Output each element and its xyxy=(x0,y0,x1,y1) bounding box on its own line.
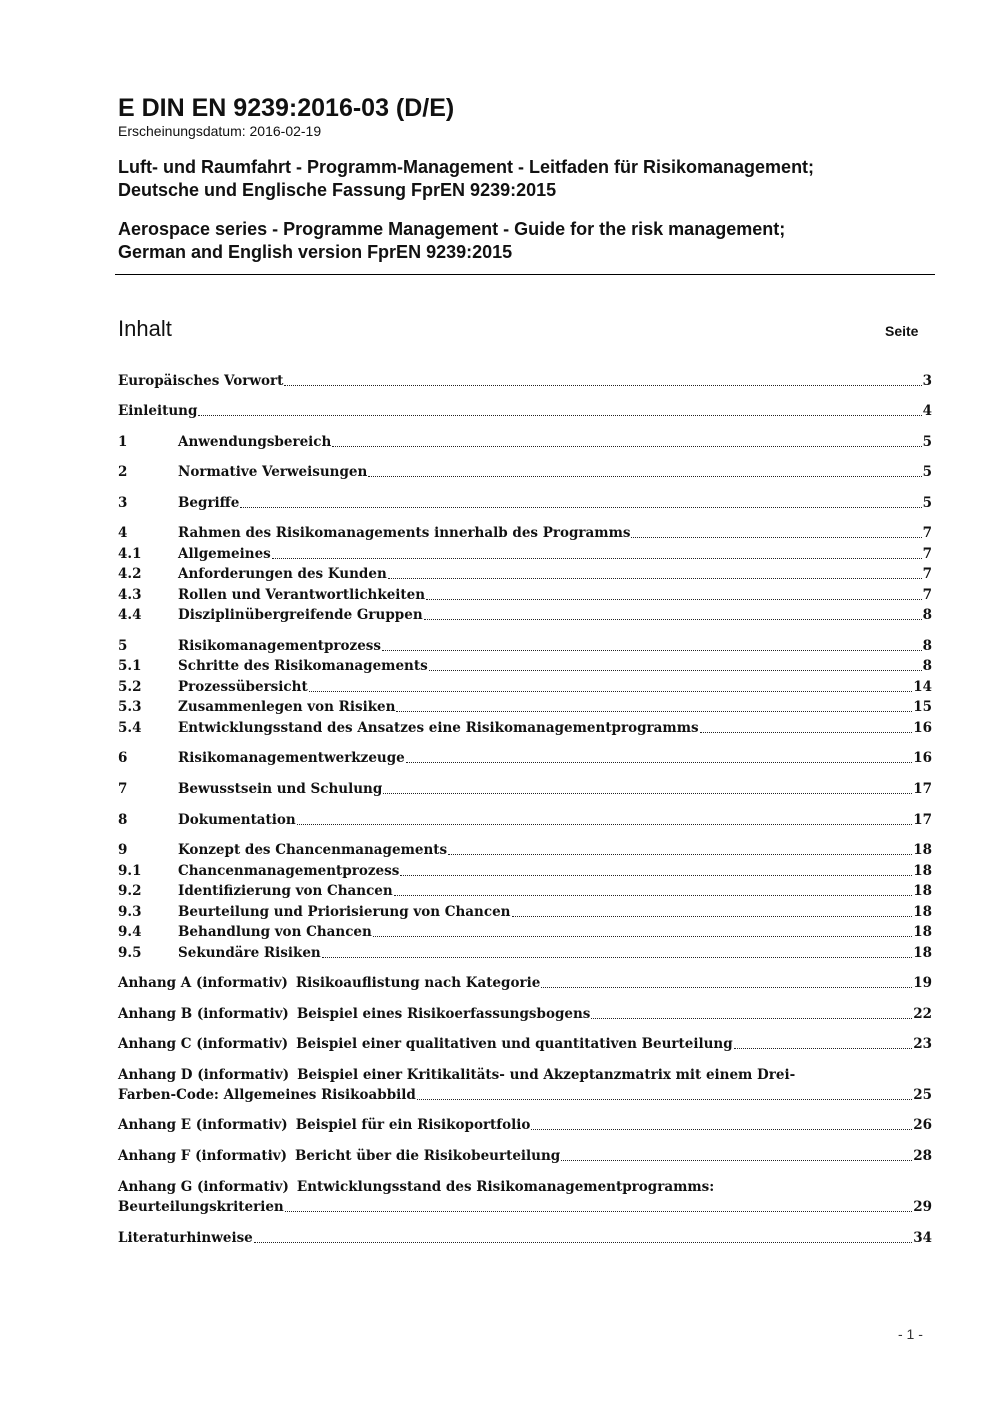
toc-entry-title: Behandlung von Chancen xyxy=(178,924,372,940)
toc-annex-page: 25 xyxy=(913,1087,932,1103)
toc-annex-label: Anhang C (informativ) xyxy=(118,1036,289,1052)
toc-entry-title: Literaturhinweise xyxy=(118,1230,253,1246)
toc-leader-dots xyxy=(309,691,913,692)
toc-entry-title: Rollen und Verantwortlichkeiten xyxy=(178,587,426,603)
toc-entry-page: 3 xyxy=(922,373,932,389)
toc-entry-title: Chancenmanagementprozess xyxy=(178,863,400,879)
toc-annex-entry[interactable] xyxy=(118,973,932,993)
toc-entry-number: 4 xyxy=(118,525,128,541)
toc-entry-title: Konzept des Chancenmanagements xyxy=(178,842,448,858)
toc-entry-page: 7 xyxy=(922,587,932,603)
toc-leader-dots xyxy=(284,385,921,386)
document-header xyxy=(118,94,934,264)
toc-annex-title-continued: Beurteilungskriterien xyxy=(118,1199,284,1215)
toc-entry-title: Dokumentation xyxy=(178,812,296,828)
toc-entry-title: Entwicklungsstand des Ansatzes eine Risikomanagementprogramms xyxy=(178,720,699,736)
toc-entry-title: Begriffe xyxy=(178,495,240,511)
toc-entry-number: 9 xyxy=(118,842,128,858)
toc-entry-number: 9.3 xyxy=(118,904,142,920)
toc-entry[interactable] xyxy=(118,432,932,452)
toc-entry-page: 7 xyxy=(922,525,932,541)
toc-entry-title: Europäisches Vorwort xyxy=(118,373,284,389)
toc-leader-dots xyxy=(396,711,912,712)
toc-annex-entry[interactable] xyxy=(118,1177,932,1217)
toc-leader-dots xyxy=(373,936,912,937)
toc-leader-dots xyxy=(400,875,912,876)
header-divider xyxy=(115,274,935,275)
toc-entry[interactable] xyxy=(118,840,932,860)
toc-entry[interactable] xyxy=(118,943,932,963)
toc-entry-page: 15 xyxy=(913,699,932,715)
english-title xyxy=(118,218,934,264)
toc-annex-page: 28 xyxy=(913,1148,932,1164)
toc-annex-label: Anhang B (informativ) xyxy=(118,1006,289,1022)
toc-entry-number: 9.2 xyxy=(118,883,142,899)
toc-entry-title: Anwendungsbereich xyxy=(178,434,332,450)
toc-entry-number: 4.3 xyxy=(118,587,142,603)
toc-annex-title: Beispiel für ein Risikoportfolio xyxy=(295,1117,531,1133)
toc-entry[interactable] xyxy=(118,718,932,738)
toc-entry-page: 17 xyxy=(913,781,932,797)
toc-entry[interactable] xyxy=(118,748,932,768)
toc-leader-dots xyxy=(531,1129,912,1130)
toc-entry[interactable] xyxy=(118,462,932,482)
toc-annex-page: 19 xyxy=(913,975,932,991)
document-title: E DIN EN 9239:2016-03 (D/E) xyxy=(118,94,455,122)
toc-entry-title: Identifizierung von Chancen xyxy=(178,883,393,899)
toc-leader-dots xyxy=(394,895,912,896)
toc-entry-title: Normative Verweisungen xyxy=(178,464,368,480)
toc-entry[interactable] xyxy=(118,810,932,830)
toc-entry-page: 7 xyxy=(922,566,932,582)
toc-leader-dots xyxy=(297,824,912,825)
english-title-line-1: Aerospace series - Programme Management - Guide for the risk management; xyxy=(118,219,786,239)
toc-annex-label: Anhang D (informativ) xyxy=(118,1067,290,1083)
toc-entry[interactable] xyxy=(118,656,932,676)
toc-annex-label: Anhang F (informativ) xyxy=(118,1148,287,1164)
toc-entry-number: 4.4 xyxy=(118,607,142,623)
publication-date: Erscheinungsdatum: 2016-02-19 xyxy=(118,123,322,139)
toc-entry-number: 9.5 xyxy=(118,945,142,961)
toc-entry-number: 2 xyxy=(118,464,128,480)
toc-annex-page: 29 xyxy=(913,1199,932,1215)
toc-entry-title: Risikomanagementwerkzeuge xyxy=(178,750,405,766)
toc-entry-number: 1 xyxy=(118,434,128,450)
toc-annex-title-continued: Farben-Code: Allgemeines Risikoabbild xyxy=(118,1087,416,1103)
toc-entry-title: Prozessübersicht xyxy=(178,679,308,695)
toc-leader-dots xyxy=(198,415,921,416)
toc-entry-number: 3 xyxy=(118,495,128,511)
english-title-line-2: German and English version FprEN 9239:2015 xyxy=(118,242,513,262)
toc-entry[interactable] xyxy=(118,881,932,901)
toc-entry[interactable] xyxy=(118,779,932,799)
toc-entry-number: 5.3 xyxy=(118,699,142,715)
toc-entry-page: 7 xyxy=(922,546,932,562)
toc-entry[interactable] xyxy=(118,861,932,881)
toc-annex-entry[interactable] xyxy=(118,1115,932,1135)
toc-entry-number: 4.2 xyxy=(118,566,142,582)
toc-entry-page: 18 xyxy=(913,904,932,920)
toc-entry-page: 18 xyxy=(913,945,932,961)
toc-entry-page: 16 xyxy=(913,720,932,736)
toc-leader-dots xyxy=(368,476,921,477)
toc-leader-dots xyxy=(322,957,912,958)
toc-leader-dots xyxy=(631,537,921,538)
toc-annex-title: Risikoauflistung nach Kategorie xyxy=(295,975,541,991)
toc-entry[interactable] xyxy=(118,677,932,697)
toc-leader-dots xyxy=(448,854,912,855)
toc-entry[interactable] xyxy=(118,922,932,942)
toc-annex-entry[interactable] xyxy=(118,1065,932,1105)
toc-entry-page: 14 xyxy=(913,679,932,695)
toc-annex-entry[interactable] xyxy=(118,1034,932,1054)
toc-annex-title: Beispiel einer Kritikalitäts- und Akzeptanzmatrix mit einem Drei- xyxy=(297,1067,796,1083)
toc-annex-line-2 xyxy=(118,1085,932,1105)
toc-leader-dots xyxy=(285,1211,912,1212)
toc-entry-number: 9.4 xyxy=(118,924,142,940)
german-title-line-1: Luft- und Raumfahrt - Programm-Management - Leitfaden für Risikomanagement; xyxy=(118,157,815,177)
toc-entry-title: Risikomanagementprozess xyxy=(178,638,381,654)
toc-entry[interactable] xyxy=(118,697,932,717)
toc-entry-title: Allgemeines xyxy=(178,546,271,562)
toc-entry-title: Sekundäre Risiken xyxy=(178,945,321,961)
toc-leader-dots xyxy=(426,599,922,600)
toc-annex-page: 26 xyxy=(913,1117,932,1133)
toc-entry-number: 5.4 xyxy=(118,720,142,736)
toc-entry-page: 18 xyxy=(913,842,932,858)
toc-entry[interactable] xyxy=(118,902,932,922)
toc-entry-page: 5 xyxy=(922,495,932,511)
toc-entry-page: 34 xyxy=(913,1230,932,1246)
toc-annex-title: Beispiel eines Risikoerfassungsbogens xyxy=(296,1006,591,1022)
toc-entry-title: Rahmen des Risikomanagements innerhalb des Programms xyxy=(178,525,631,541)
toc-leader-dots xyxy=(734,1048,913,1049)
toc-annex-title: Beispiel einer qualitativen und quantitativen Beurteilung xyxy=(296,1036,733,1052)
toc-leader-dots xyxy=(424,619,922,620)
toc-annex-label: Anhang G (informativ) xyxy=(118,1179,289,1195)
toc-entry-page: 5 xyxy=(922,464,932,480)
toc-entry-number: 9.1 xyxy=(118,863,142,879)
toc-entry[interactable] xyxy=(118,564,932,584)
toc-entry-page: 8 xyxy=(922,607,932,623)
toc-annex-label: Anhang E (informativ) xyxy=(118,1117,288,1133)
toc-annex-title: Bericht über die Risikobeurteilung xyxy=(294,1148,561,1164)
toc-entry-title: Zusammenlegen von Risiken xyxy=(178,699,396,715)
toc-leader-dots xyxy=(388,578,922,579)
toc-entry[interactable] xyxy=(118,636,932,656)
toc-leader-dots xyxy=(382,650,922,651)
page-number: - 1 - xyxy=(898,1326,923,1342)
toc-leader-dots xyxy=(383,793,912,794)
toc-annex-line-1 xyxy=(118,1065,932,1085)
toc-leader-dots xyxy=(417,1099,912,1100)
toc-leader-dots xyxy=(541,987,912,988)
toc-leader-dots xyxy=(700,732,913,733)
toc-annex-page: 23 xyxy=(913,1036,932,1052)
toc-entry-title: Anforderungen des Kunden xyxy=(178,566,387,582)
toc-leader-dots xyxy=(512,916,913,917)
toc-leader-dots xyxy=(591,1018,912,1019)
toc-entry-page: 18 xyxy=(913,863,932,879)
toc-entry-number: 5.2 xyxy=(118,679,142,695)
toc-leader-dots xyxy=(406,762,912,763)
german-title xyxy=(118,156,934,202)
toc-annex-page: 22 xyxy=(913,1006,932,1022)
toc-heading: Inhalt xyxy=(118,316,172,341)
toc-entry-number: 7 xyxy=(118,781,128,797)
toc-page-label: Seite xyxy=(885,323,919,339)
toc-entry[interactable] xyxy=(118,605,932,625)
toc-leader-dots xyxy=(561,1160,912,1161)
toc-entry[interactable] xyxy=(118,585,932,605)
toc-entry-literature[interactable] xyxy=(118,1228,932,1248)
toc-entry-title: Einleitung xyxy=(118,403,198,419)
toc-entry-page: 5 xyxy=(922,434,932,450)
toc-annex-entry[interactable] xyxy=(118,1004,932,1024)
toc-entry-page: 8 xyxy=(922,638,932,654)
toc-entry-title: Bewusstsein und Schulung xyxy=(178,781,383,797)
toc-entry-title: Schritte des Risikomanagements xyxy=(178,658,428,674)
toc-annex-entry[interactable] xyxy=(118,1146,932,1166)
german-title-line-2: Deutsche und Englische Fassung FprEN 9239:2015 xyxy=(118,180,557,200)
toc-entry-page: 18 xyxy=(913,924,932,940)
toc-entry-title: Beurteilung und Priorisierung von Chancen xyxy=(178,904,511,920)
toc-entry[interactable] xyxy=(118,493,932,513)
toc-entry[interactable] xyxy=(118,544,932,564)
toc-entry-number: 4.1 xyxy=(118,546,142,562)
toc-leader-dots xyxy=(332,446,921,447)
toc-annex-label: Anhang A (informativ) xyxy=(118,975,288,991)
toc-entry[interactable] xyxy=(118,371,932,391)
toc-entry-title: Disziplinübergreifende Gruppen xyxy=(178,607,423,623)
toc-annex-title: Entwicklungsstand des Risikomanagementprogramms: xyxy=(296,1179,715,1195)
toc-leader-dots xyxy=(254,1242,912,1243)
toc-annex-line-1 xyxy=(118,1177,932,1197)
toc-entry[interactable] xyxy=(118,523,932,543)
toc-entry-number: 8 xyxy=(118,812,128,828)
toc-entry-page: 18 xyxy=(913,883,932,899)
toc-leader-dots xyxy=(240,507,921,508)
toc-entry-number: 5.1 xyxy=(118,658,142,674)
toc-entry-page: 16 xyxy=(913,750,932,766)
toc-entry-page: 17 xyxy=(913,812,932,828)
toc-annex-line-2 xyxy=(118,1197,932,1217)
toc-leader-dots xyxy=(429,670,922,671)
toc-entry-number: 5 xyxy=(118,638,128,654)
toc-entry-page: 4 xyxy=(922,403,932,419)
toc-entry[interactable] xyxy=(118,401,932,421)
toc-entry-page: 8 xyxy=(922,658,932,674)
toc-leader-dots xyxy=(272,558,922,559)
toc-entry-number: 6 xyxy=(118,750,128,766)
